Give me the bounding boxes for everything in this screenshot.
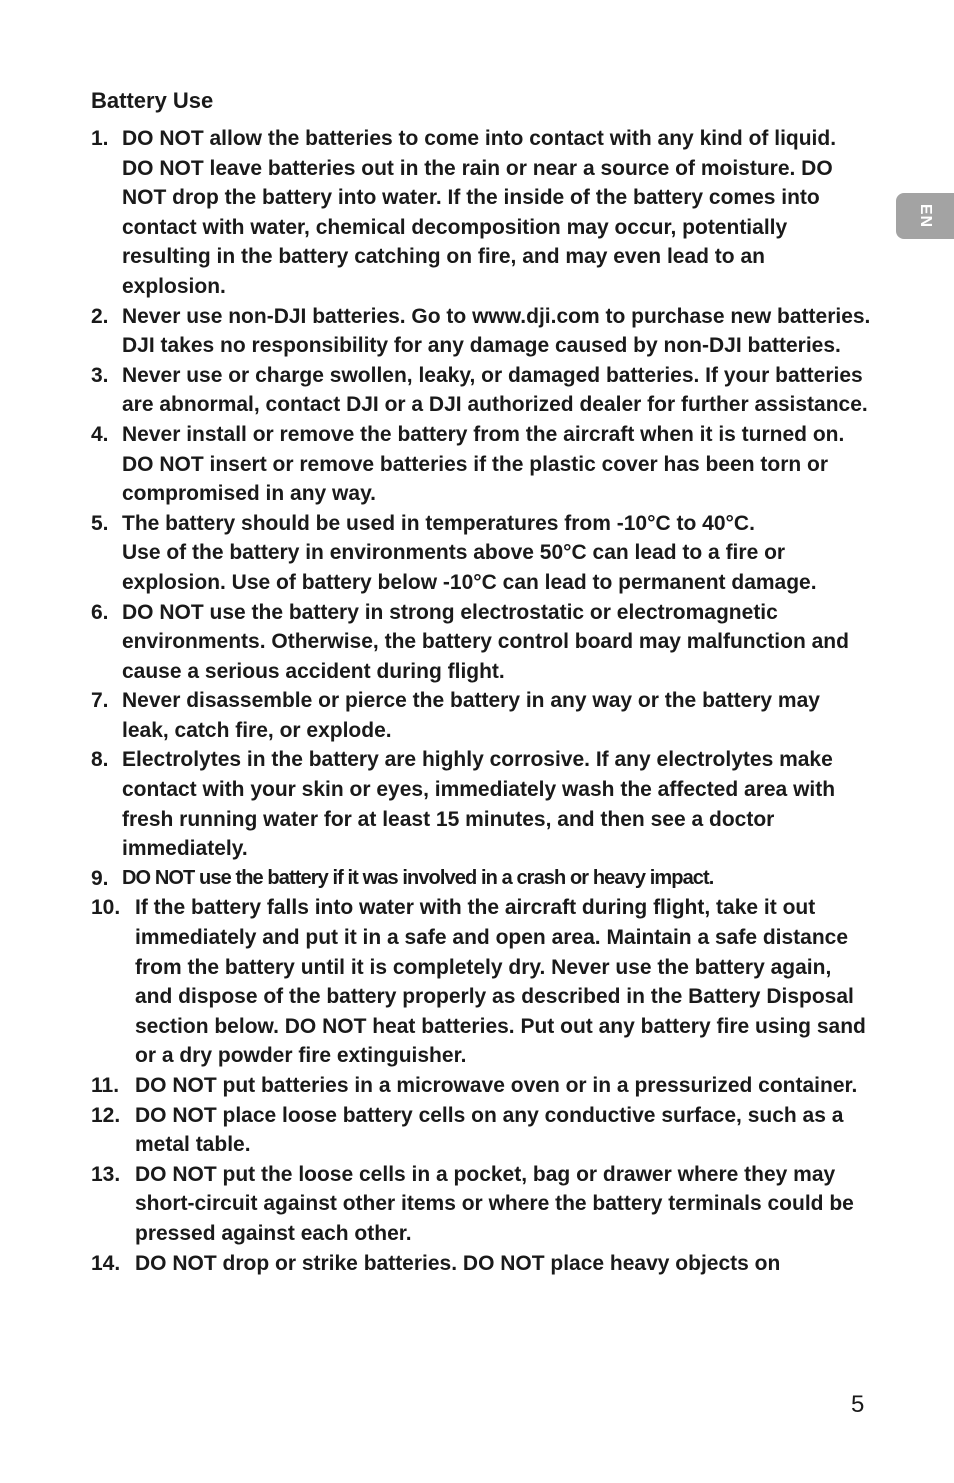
section-title: Battery Use xyxy=(91,88,214,113)
list-item xyxy=(91,864,871,894)
item-number: 14. xyxy=(91,1251,121,1275)
list-item xyxy=(91,893,871,1071)
item-text: Electrolytes in the battery are highly corrosive. If any electrolytes make contact with your skin or eyes, immediately wash the affected area with fresh running water for at least 15 minutes, and then see a doctor immediately. xyxy=(122,748,836,861)
list-item xyxy=(91,302,871,361)
item-number: 7. xyxy=(91,689,109,713)
item-number: 10. xyxy=(91,896,121,920)
item-text: DO NOT put batteries in a microwave oven or in a pressurized container. xyxy=(135,1074,858,1097)
item-number: 11. xyxy=(91,1074,120,1097)
list-item xyxy=(91,420,871,509)
item-number: 8. xyxy=(91,748,109,772)
list-item xyxy=(91,745,871,863)
item-number: 12. xyxy=(91,1103,121,1127)
item-text-line: The battery should be used in temperatures from -10°C to 40°C. xyxy=(122,511,755,535)
item-text-line: Use of the battery in environments above 50°C can lead to a fire or explosion. Use of battery below -10°C can lead to permanent damage. xyxy=(122,541,817,594)
item-number: 2. xyxy=(91,304,109,328)
language-tab xyxy=(896,193,954,239)
item-number: 4. xyxy=(91,422,109,446)
item-number: 1. xyxy=(91,127,109,150)
item-text: Never use non-DJI batteries. Go to www.dji.com to purchase new batteries. DJI takes no responsibility for any damage caused by non-DJI batteries. xyxy=(122,304,871,358)
item-text: Never install or remove the battery from the aircraft when it is turned on. DO NOT insert or remove batteries if the plastic cover has been torn or compromised in any way. xyxy=(122,422,845,506)
item-text: DO NOT drop or strike batteries. DO NOT place heavy objects on xyxy=(135,1251,781,1275)
item-number: 13. xyxy=(91,1162,121,1186)
item-text: DO NOT place loose battery cells on any conductive surface, such as a metal table. xyxy=(135,1103,844,1157)
list-item xyxy=(91,124,871,302)
list-item xyxy=(91,1101,871,1160)
item-text: If the battery falls into water with the aircraft during flight, take it out immediately and put it in a safe and open area. Maintain a safe distance from the battery until it is completely dry. Never use the battery again, and dispose of the battery properly as described in the Battery Disposal section below. DO NOT heat batteries. Put out any battery fire using sand or a dry powder fire extinguisher. xyxy=(135,896,866,1068)
item-text: DO NOT allow the batteries to come into contact with any kind of liquid. DO NOT leave batteries out in the rain or near a source of moisture. DO NOT drop the battery into water. If the inside of the battery comes into contact with water, chemical decomposition may occur, potentially resulting in the battery catching on fire, and may even lead to an explosion. xyxy=(122,127,837,298)
item-number: 5. xyxy=(91,511,109,535)
item-number: 9. xyxy=(91,866,109,890)
list-item xyxy=(91,509,871,598)
list-item xyxy=(91,1160,871,1249)
list-item xyxy=(91,361,871,420)
item-text: DO NOT put the loose cells in a pocket, bag or drawer where they may short-circuit against other items or where the battery terminals could be pressed against each other. xyxy=(135,1162,854,1245)
item-number: 6. xyxy=(91,600,109,624)
language-tab-label: EN xyxy=(916,203,934,229)
list-item xyxy=(91,598,871,687)
item-text: Never disassemble or pierce the battery in any way or the battery may leak, catch fire, or explode. xyxy=(122,689,820,742)
item-text: DO NOT use the battery in strong electrostatic or electromagnetic environments. Otherwise, the battery control board may malfunction and cause a serious accident during flight. xyxy=(122,600,849,683)
list-item xyxy=(91,1071,871,1101)
page-number: 5 xyxy=(851,1391,865,1418)
list-item xyxy=(91,1249,871,1279)
battery-use-list xyxy=(91,124,871,1278)
list-item xyxy=(91,686,871,745)
item-number: 3. xyxy=(91,363,109,387)
item-text: DO NOT use the battery if it was involved in a crash or heavy impact. xyxy=(122,866,714,889)
item-text: Never use or charge swollen, leaky, or damaged batteries. If your batteries are abnormal, contact DJI or a DJI authorized dealer for further assistance. xyxy=(122,363,868,417)
